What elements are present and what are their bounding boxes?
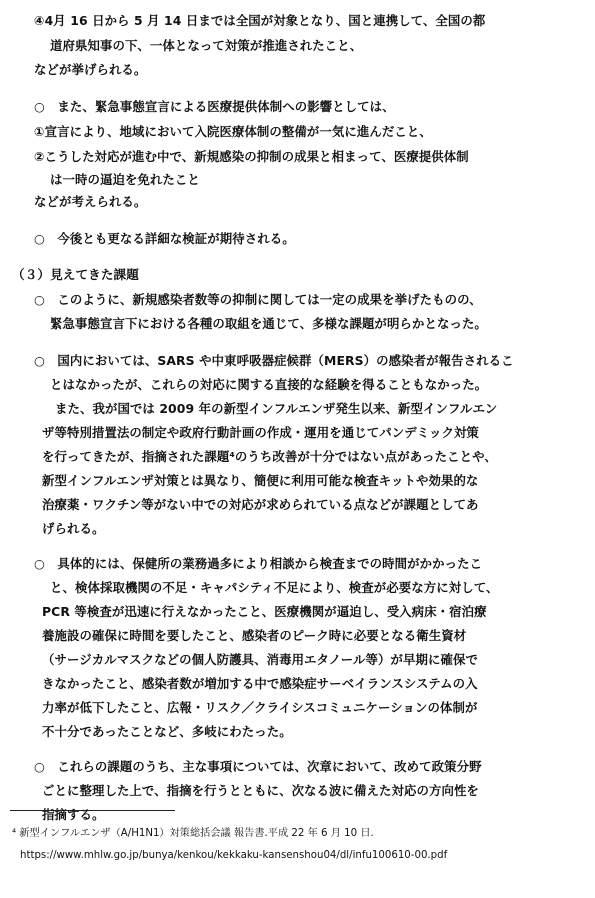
- text-line: 指摘する。: [42, 807, 105, 822]
- text-line: とはなかったが、これらの対応に関する直接的な経験を得ることもなかった。: [50, 377, 488, 392]
- section-heading: （３）見えてきた課題: [12, 267, 139, 282]
- text-line: ザ等特別措置法の制定や政府行動計画の作成・運用を通じてパンデミック対策: [42, 425, 479, 440]
- text-line: などが挙げられる。: [34, 62, 147, 77]
- text-line: 力率が低下したこと、広報・リスク／クライシスコミュニケーションの体制が: [42, 700, 478, 715]
- text-line: は一時の逼迫を免れたこと: [50, 172, 200, 187]
- bullet-paragraph-start: ○ 今後とも更なる詳細な検証が期待される。: [34, 231, 295, 246]
- text-line: ④4月 16 日から 5 月 14 日までは全国が対象となり、国と連携して、全国の都: [34, 13, 486, 28]
- text-line: 道府県知事の下、一体となって対策が推進されたこと、: [50, 38, 363, 53]
- text-line: また、我が国では 2009 年の新型インフルエンザ発生以来、新型インフルエン: [55, 401, 498, 416]
- text-line: 不十分であったことなど、多岐にわたった。: [42, 724, 292, 739]
- bullet-paragraph-start: ○ このように、新規感染者数等の抑制に関しては一定の成果を挙げたものの、: [34, 292, 482, 307]
- bullet-paragraph-start: ○ これらの課題のうち、主な事項については、次章において、改めて政策分野: [34, 759, 482, 774]
- text-line: ごとに整理した上で、指摘を行うとともに、次なる波に備えた対応の方向性を: [42, 783, 479, 798]
- bullet-paragraph-start: ○ また、緊急事態宣言による医療提供体制への影響としては、: [34, 99, 395, 114]
- text-line: 治療薬・ワクチン等がない中での対応が求められている点などが課題としてあ: [42, 497, 479, 512]
- text-line: などが考えられる。: [34, 194, 147, 209]
- bullet-paragraph-start: ○ 具体的には、保健所の業務過多により相談から検査までの時間がかかったこ: [34, 556, 483, 571]
- text-line: ②こうした対応が進む中で、新規感染の抑制の成果と相まって、医療提供体制: [34, 149, 469, 164]
- footnote-url: https://www.mhlw.go.jp/bunya/kenkou/kekkaku-kansenshou04/dl/infu100610-00.pdf: [20, 850, 448, 861]
- text-line: を行ってきたが、指摘された課題⁴のうち改善が十分ではない点があったことや、: [42, 449, 497, 464]
- text-line: PCR 等検査が迅速に行えなかったこと、医療機関が逼迫し、受入病床・宿泊療: [42, 604, 487, 619]
- bullet-paragraph-start: ○ 国内においては、SARS や中東呼吸器症候群（MERS）の感染者が報告されるこ: [34, 353, 514, 368]
- text-line: と、検体採取機関の不足・キャパシティ不足により、検査が必要な方に対して、: [50, 580, 499, 595]
- text-line: 緊急事態宣言下における各種の取組を通じて、多様な課題が明らかとなった。: [50, 316, 487, 331]
- text-line: げられる。: [42, 521, 105, 536]
- text-line: ①宣言により、地域において入院医療体制の整備が一気に進んだこと、: [34, 124, 432, 139]
- text-line: きなかったこと、感染者数が増加する中で感染症サーベイランスシステムの入: [42, 676, 478, 691]
- text-line: 養施設の確保に時間を要したこと、感染者のピーク時に必要となる衛生資材: [42, 628, 467, 643]
- footnote-reference: ⁴ 新型インフルエンザ（A/H1N1）対策総括会議 報告書.平成 22 年 6 月 10 日.: [12, 828, 374, 839]
- text-line: （サージカルマスクなどの個人防護具、消毒用エタノール等）が早期に確保で: [42, 652, 478, 667]
- text-line: 新型インフルエンザ対策とは異なり、簡便に利用可能な検査キットや効果的な: [42, 473, 479, 488]
